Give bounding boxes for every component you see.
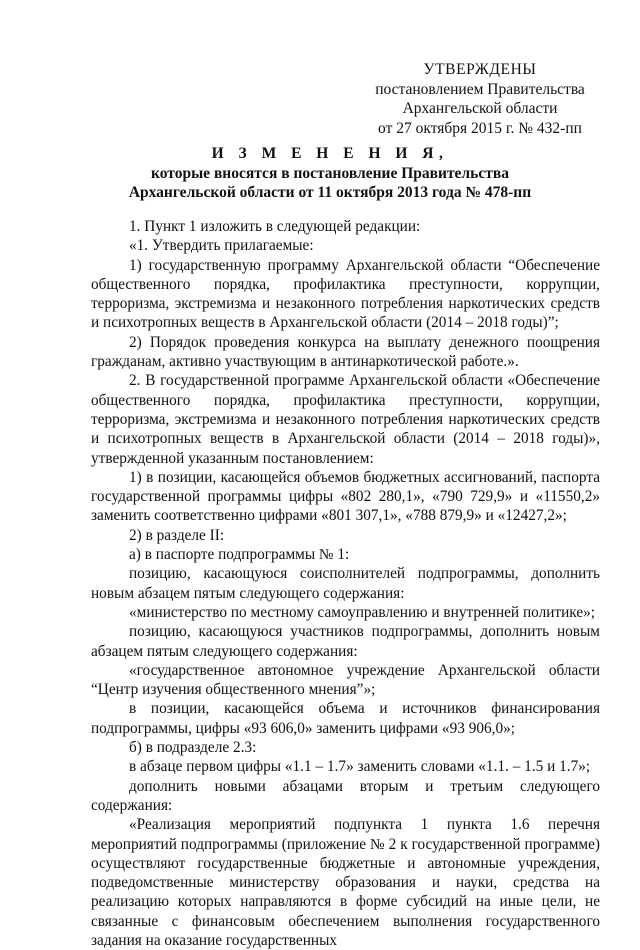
body-paragraph: позицию, касающуюся участников подпрограммы, дополнить новым абзацем пятым следующего содержания: bbox=[91, 623, 600, 660]
body-paragraph: 2) Порядок проведения конкурса на выплату денежного поощрения гражданам, активно участвующим в антинаркотической работе.». bbox=[91, 333, 600, 371]
body-paragraph: дополнить новыми абзацами вторым и третьим следующего содержания: bbox=[91, 777, 600, 814]
heading-subtitle: Архангельской области от 11 октября 2013 года № 478-пп bbox=[128, 184, 532, 201]
body-paragraph: «государственное автономное учреждение Архангельской области “Центр изучения общественного мнения”»; bbox=[91, 661, 600, 699]
body-paragraph: позицию, касающуюся соисполнителей подпрограммы, дополнить новым абзацем пятым следующего содержания: bbox=[91, 565, 600, 602]
body-paragraph: «министерство по местному самоуправлению и внутренней политике»; bbox=[129, 603, 596, 621]
body-paragraph: 1) в позиции, касающейся объемов бюджетных ассигнований, паспорта государственной программы цифры «802 280,1», «790 729,9» и «11550,2» заменить соответственно цифрами «801 307,1», «788 879,9» и «12427,2»; bbox=[91, 468, 600, 525]
body-paragraph: а) в паспорте подпрограммы № 1: bbox=[129, 546, 350, 564]
body-paragraph: «1. Утвердить прилагаемые: bbox=[129, 237, 314, 255]
body-paragraph: в позиции, касающейся объема и источников финансирования подпрограммы, цифры «93 606,0» заменить цифрами «93 906,0»; bbox=[91, 700, 600, 737]
body-paragraph: 2) в разделе II: bbox=[129, 526, 225, 544]
approval-title: УТВЕРЖДЕНЫ bbox=[423, 61, 537, 78]
body-paragraph: б) в подразделе 2.3: bbox=[129, 739, 257, 757]
approval-stamp bbox=[360, 60, 600, 138]
document-body bbox=[91, 217, 600, 950]
approval-line: от 27 октября 2015 г. № 432-пп bbox=[378, 119, 582, 137]
body-paragraph: 1. Пункт 1 изложить в следующей редакции: bbox=[129, 218, 421, 235]
approval-line: Архангельской области bbox=[402, 100, 558, 117]
heading-title: И З М Е Н Е Н И Я, bbox=[211, 145, 449, 162]
body-paragraph: 1) государственную программу Архангельской области “Обеспечение общественного порядка, профилактика преступности, коррупции, терроризма, экстремизма и незаконного потребления наркотических средств и психотропных веществ в Архангельской области (2014 – 2018 годы)”; bbox=[91, 256, 600, 332]
body-paragraph: 2. В государственной программе Архангельской области «Обеспечение общественного порядка, профилактика преступности, коррупции, терроризма, экстремизма и незаконного потребления наркотических средств и психотропных веществ в Архангельской области (2014 – 2018 годы)», утвержденной указанным постановлением: bbox=[91, 372, 600, 467]
document-heading bbox=[60, 144, 600, 203]
approval-line: постановлением Правительства bbox=[375, 80, 585, 98]
body-paragraph: в абзаце первом цифры «1.1 – 1.7» заменить словами «1.1. – 1.5 и 1.7»; bbox=[129, 758, 591, 776]
heading-subtitle: которые вносятся в постановление Правительства bbox=[151, 164, 509, 182]
body-paragraph: «Реализация мероприятий подпункта 1 пункта 1.6 перечня мероприятий подпрограммы (приложение № 2 к государственной программе) осуществляют государственные бюджетные и автономные учреждения, подведомственные министерству образования и науки, средства на реализацию которых направляются в форме субсидий на иные цели, не связанные с финансовым обеспечением выполнения государственного задания на оказание государственных bbox=[91, 816, 600, 949]
